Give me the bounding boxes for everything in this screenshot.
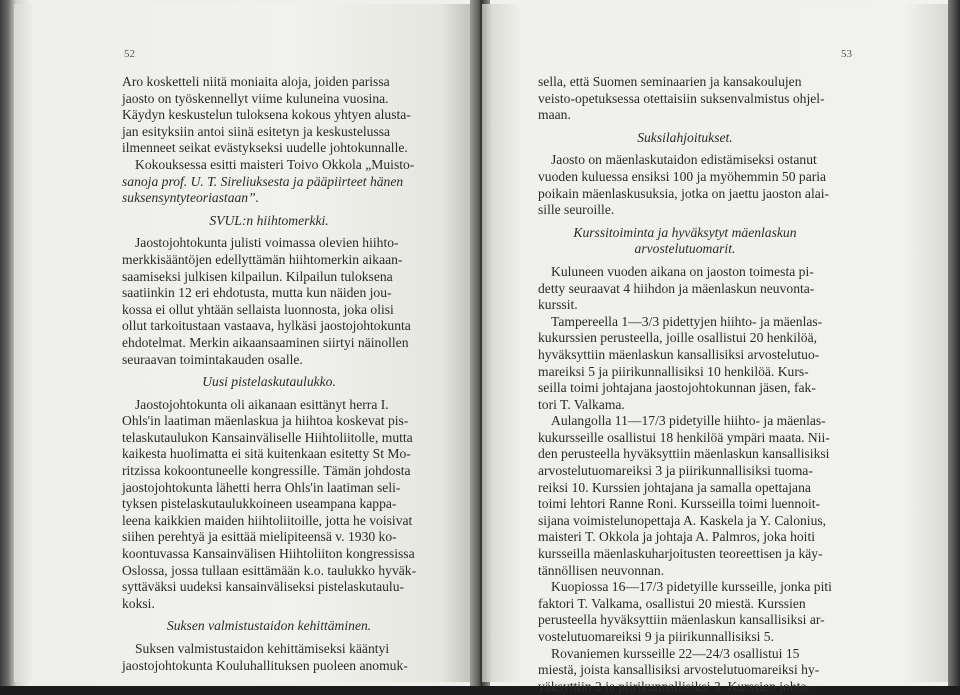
text-line: tännöllisen neuvonnan. (538, 562, 665, 578)
text-line: Jaostojohtokunta oli aikanaan esittänyt herra I. (135, 396, 389, 412)
text-line: telaskutaulukon Kansainväliselle Hiihtoliitolle, mutta (122, 429, 413, 445)
text-line: Suksen valmistustaidon kehittämiseksi kääntyi (135, 641, 390, 656)
text-line: seuraavan toimintakauden osalle. (122, 351, 303, 367)
text-line: reiksi 10. Kurssien johtajana ja samalla opettajana (538, 479, 811, 495)
text-line: suksensyntyteoriastaan”. (122, 190, 260, 206)
text-line: jan esityksiin antoi siinä esitetyn ja keskustelussa (122, 123, 391, 139)
text-line: Kokouksessa esitti maisteri Toivo Okkola „Muisto- (135, 156, 415, 172)
text-line: Jaostojohtokunta julisti voimassa olevien hiihto- (135, 235, 399, 251)
text-line: kursseilla mäenlaskuharjoitusten teoreettisen ja käy- (538, 546, 823, 562)
text-line: koontuvassa Kansainvälisen Hiihtoliiton kongressissa (122, 546, 415, 562)
text-line: sijana voimistelunopettaja A. Kaskela ja Y. Calonius, (538, 512, 827, 528)
text-line: Jaosto on mäenlaskutaidon edistämiseksi ostanut (551, 152, 817, 168)
text-line: saamiseksi julkisen kilpailun. Kilpailun tuloksena (122, 268, 393, 284)
text-line: jaosto on työskennellyt viime kuluneina vuosina. (122, 90, 389, 106)
page-number-left: 52 (124, 48, 135, 60)
text-line: sella, että Suomen seminaarien ja kansakoulujen (538, 74, 802, 89)
text-line: Aulangolla 11—17/3 pidetyille hiihto- ja mäenlas- (551, 413, 826, 429)
text-line: kukurssien perusteella, joille osallistui 20 henkilöä, (538, 330, 817, 346)
text-line: Ohls'in laatiman mäenlaskua ja hiihtoa koskevat pis- (122, 413, 409, 429)
text-line: miestä, joista kansallisiksi arvostelutuomareiksi hy- (538, 662, 820, 678)
text-line: väksyttiin 2 ja piirikunnallisiksi 3. Kurssien johta- (538, 678, 811, 694)
text-line: Rovaniemen kursseille 22—24/3 osallistui 15 (551, 645, 800, 661)
text-line: sille seuroille. (538, 202, 615, 218)
right-page-text (538, 74, 832, 695)
left-page (14, 4, 478, 682)
text-line: kurssit. (538, 297, 578, 313)
text-line: Käydyn keskustelun tuloksena kokous yhtyen alusta- (122, 107, 411, 123)
text-line: Oslossa, jossa tullaan esittämään k.o. taulukko hyväk- (122, 562, 417, 578)
text-line: siihen perehtyä ja esittää mielipiteensä v. 1930 ko- (122, 529, 397, 545)
text-line: arvostelutuomareiksi 3 ja piirikunnallisiksi tuoma- (538, 463, 813, 479)
text-line: Aro kosketteli niitä moniaita aloja, joiden parissa (122, 74, 390, 89)
text-line: kukursseille osallistui 18 henkilöä ympäri maata. Nii- (538, 429, 830, 445)
section-heading: Kurssitoiminta ja hyväksytyt mäenlaskun (573, 224, 797, 240)
text-line: hyväksyttiin mäenlaskun kansallisiksi arvostelutuo- (538, 346, 820, 362)
text-line: vuoden kuluessa ensiksi 100 ja myöhemmin 50 paria (538, 168, 827, 184)
section-heading: SVUL:n hiihtomerkki. (209, 212, 329, 228)
text-line: ollut tarkoitustaan vastaava, hylkäsi jaostojohtokunta (122, 318, 411, 334)
text-line: tyksen pistelaskutaulukkoineen useampana kappa- (122, 496, 397, 512)
page-number-right: 53 (841, 48, 852, 60)
left-page-text (122, 74, 416, 674)
text-line: ritzissa kokoontuneelle kongressille. Tämän johdosta (122, 463, 411, 479)
text-line: jaostojohtokunta lähetti herra Ohls'in laatiman seli- (122, 479, 401, 495)
text-line: koksi. (122, 595, 155, 611)
text-line: saatiinkin 12 eri ehdotusta, mutta kun näiden jou- (122, 285, 392, 301)
text-line: ilmenneet seikat evästykseksi uudelle johtokunnalle. (122, 140, 408, 156)
text-line: kossa ei ollut yhtään sellaista luonnosta, joka olisi (122, 301, 394, 317)
text-line: den perusteella hyväksyttiin mäenlaskun kansallisiksi (538, 446, 830, 462)
text-line: sanoja prof. U. T. Sireliuksesta ja pääpiirteet hänen (122, 173, 404, 189)
text-line: Tampereella 1—3/3 pidettyjen hiihto- ja mäenlas- (551, 313, 823, 329)
text-line: maisteri T. Okkola ja johtaja A. Palmros, joka hoiti (538, 529, 815, 545)
section-heading: Suksilahjoitukset. (637, 129, 733, 145)
section-heading: Suksen valmistustaidon kehittäminen. (166, 618, 372, 634)
text-line: merkkisääntöjen edellyttämän hiihtomerkin aikaan- (122, 251, 403, 267)
section-heading: Uusi pistelaskutaulukko. (202, 374, 336, 390)
text-line: jaostojohtokunta Kouluhallituksen puoleen anomuk- (122, 657, 408, 673)
book-edge-shadow (948, 0, 960, 686)
text-line: vostelutuomareiksi 9 ja piirikunnallisiksi 5. (538, 629, 774, 644)
text-line: syttäväksi uudeksi kansainväliseksi pistelaskutaulu- (122, 579, 405, 595)
text-line: perusteella hyväksyttiin mäenlaskun kansallisiksi ar- (538, 612, 825, 628)
section-heading: arvostelutuomarit. (634, 241, 736, 257)
right-page (482, 4, 952, 694)
text-line: veisto-opetuksessa otettaisiin suksenvalmistus ohjel- (538, 90, 825, 106)
text-line: detty seuraavat 4 hiihdon ja mäenlaskun neuvonta- (538, 280, 815, 296)
text-line: seilla toimi johtajana jaostojohtokunnan jäsen, fak- (538, 380, 816, 396)
text-line: poikain mäenlaskusuksia, jotka on jaettu jaoston alai- (538, 185, 830, 201)
text-line: tori T. Valkama. (538, 396, 625, 412)
text-line: kaikesta huolimatta ei sitä kuitenkaan esitetty St Mo- (122, 446, 411, 462)
text-line: faktori T. Valkama, osallistui 20 miestä. Kurssien (538, 595, 806, 611)
text-line: Kuluneen vuoden aikana on jaoston toimesta pi- (551, 263, 814, 279)
text-line: toimi lehtori Ranne Roni. Kursseilla toimi luennoit- (538, 496, 821, 512)
text-line: mareiksi 5 ja piirikunnallisiksi 10 henkilöä. Kurs- (538, 363, 809, 379)
text-line: leena kaikkien maiden hiihtoliitoille, jotta he voisivat (122, 512, 413, 528)
text-line: maan. (538, 107, 571, 123)
text-line: Kuopiossa 16—17/3 pidetyille kursseille, jonka piti (551, 579, 832, 595)
text-line: ehdotelmat. Merkin aikaansaaminen siirtyi näinollen (122, 334, 409, 350)
